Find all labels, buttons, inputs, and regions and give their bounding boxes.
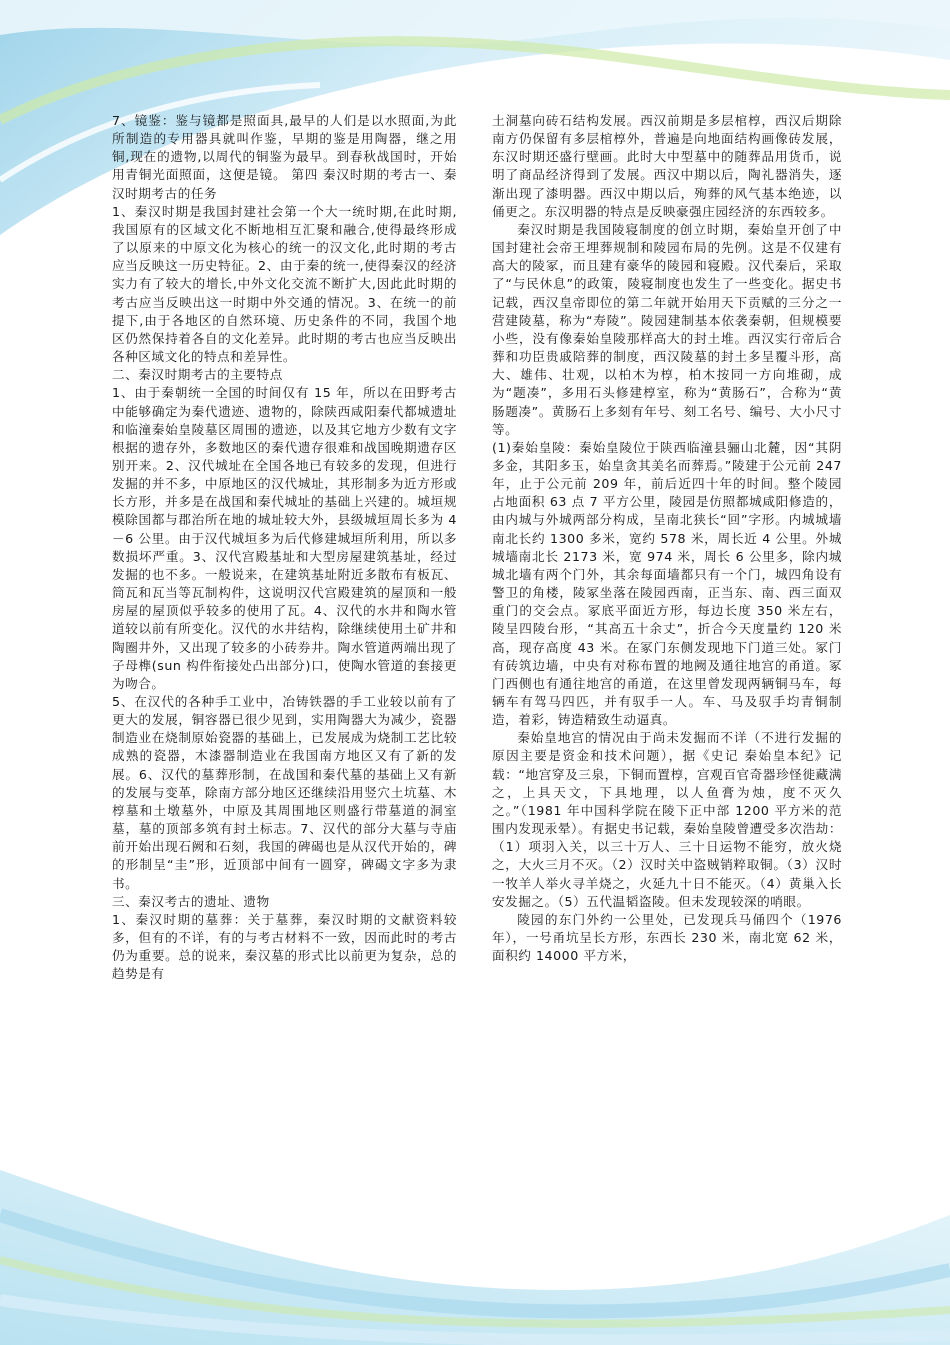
paragraph-mirror-section: 7、镜鉴：鉴与镜都是照面具,最早的人们是以水照面,为此所制造的专用器具就叫作鉴，早期的鉴是用陶器，继之用铜,现在的遗物,以周代的铜鉴为最早。到春秋战国时，开始用青铜光面照面，这便是镜。 第四 秦汉时期的考古一、秦汉时期考古的任务 bbox=[112, 113, 457, 201]
left-column bbox=[112, 112, 457, 984]
paragraph-features-2: 5、在汉代的各种手工业中，冶铸铁器的手工业较以前有了更大的发展，铜容器已很少见到，实用陶器大为减少，瓷器制造业在烧制原始瓷器的基础上，已发展成为烧制工艺比较成熟的瓷器，木漆器制造业在我国南方地区又有了新的发展。6、汉代的墓葬形制，在战国和秦代墓的基础上又有新的发展与变革，除南方部分地区还继续沿用竖穴土坑墓、木椁墓和土墩墓外，中原及其周围地区则盛行带墓道的洞室墓，墓的顶部多筑有封土标志。7、汉代的部分大墓与寺庙前开始出现石阙和石刻，我国的碑碣也是从汉代开始的，碑的形制呈“圭”形，近顶部中间有一圆穿，碑碣文字多为隶书。 bbox=[112, 694, 457, 891]
paragraph-underground-palace: 秦始皇地宫的情况由于尚未发掘而不详（不进行发掘的原因主要是资金和技术问题），据《史记 秦始皇本纪》记载：“地宫穿及三泉，下铜而置椁，宫观百官奇器珍怪徙藏满之，上具天文，下具地理，以人鱼膏为烛，度不灭久之。”（1981 年中国科学院在陵下正中部 1200 平方米的范围内发现汞晕）。有据史书记载，秦始皇陵曾遭受多次浩劫：（1）项羽入关，以三十万人、三十日运物不能穷，放火烧之，大火三月不灭。（2）汉时关中盗贼销粹取铜。（3）汉时一牧羊人举火寻羊烧之，火延九十日不能灭。（4）黄巢入长安发掘之。（5）五代温韬盗陵。但未发现较深的哨眼。 bbox=[492, 730, 842, 909]
paragraph-features-1: 1、由于秦朝统一全国的时间仅有 15 年，所以在田野考古中能够确定为秦代遗迹、遗物的，除陕西咸阳秦代都城遗址和临潼秦始皇陵墓区周围的遗迹，以及其它地方少数有文字根据的遗存外，多数地区的秦代遗存很难和战国晚期遗存区别开来。2、汉代城址在全国各地已有较多的发现，但进行发掘的并不多，中原地区的汉代城址，其形制多为近方形或长方形，并多是在战国和秦代城址的基础上兴建的。城垣规模除国都与郡治所在地的城址较大外，县级城垣周长多为 4－6 公里。由于汉代城垣多为后代修建城垣所利用，所以多数损坏严重。3、汉代宫殿基址和大型房屋建筑基址，经过发掘的也不多。一般说来，在建筑基址附近多散布有板瓦、筒瓦和瓦当等瓦制构件，这说明汉代宫殿建筑的屋顶和一般房屋的屋顶似乎较多的使用了瓦。4、汉代的水井和陶水管道较以前有所变化。汉代的水井结构，除继续使用土矿井和陶圈井外，又出现了较多的小砖券井。陶水管道两端出现了子母榫(sun 构件衔接处凸出部分)口，使陶水管道的套接更为吻合。 bbox=[112, 385, 457, 691]
heading-sites-relics: 三、秦汉考古的遗址、遗物 bbox=[112, 893, 270, 909]
heading-main-features: 二、秦汉时期考古的主要特点 bbox=[112, 367, 283, 383]
paragraph-mausoleum-system: 秦汉时期是我国陵寝制度的创立时期，秦始皇开创了中国封建社会帝王埋葬规制和陵园布局的先例。这是不仅建有高大的陵冢，而且建有豪华的陵园和寝殿。汉代秦后，采取了“与民休息”的政策，陵寝制度也发生了一些变化。据史书记载，西汉皇帝即位的第二年就开始用天下贡赋的三分之一营建陵墓，称为“寿陵”。陵园建制基本依袭秦朝，但规模要小些，没有像秦始皇陵那样高大的封土堆。西汉实行帝后合葬和功臣贵戚陪葬的制度，西汉陵墓的封土多呈覆斗形，高大、雄伟、壮观，以柏木为椁，柏木按同一方向堆砌，成为“题凑”，多用石头修建椁室，称为“黄肠石”，合称为“黄肠题凑”。黄肠石上多刻有年号、刻工名号、编号、大小尺寸等。 bbox=[492, 221, 842, 437]
right-column bbox=[492, 112, 842, 965]
paragraph-tombs-intro: 1、秦汉时期的墓葬：关于墓葬，秦汉时期的文献资料较多，但有的不详，有的与考古材料不一致，因而此时的考古仍为重要。总的说来，秦汉墓的形式比以前更为复杂，总的趋势是有 bbox=[112, 911, 457, 982]
paragraph-terracotta-pits: 陵园的东门外约一公里处，已发现兵马俑四个（1976 年），一号甬坑呈长方形，东西长 230 米，南北宽 62 米，面积约 14000 平方米， bbox=[492, 911, 842, 964]
paragraph-tasks: 1、秦汉时期是我国封建社会第一个大一统时期,在此时期,我国原有的区域文化不断地相互汇聚和融合,使得最终形成了以原来的中原文化为核心的统一的汉文化,此时期的考古应当反映这一历史特征。2、由于秦的统一,使得秦汉的经济实力有了较大的增长,中外文化交流不断扩大,因此此时期的考古应当反映出这一时期中外交通的情况。3、在统一的前提下,由于各地区的自然环境、历史条件的不同，我国个地区仍然保持着各自的文化差异。此时期的考古也应当反映出各种区域文化的特点和差异性。 bbox=[112, 203, 457, 365]
paragraph-qin-shihuang-mausoleum: (1)秦始皇陵：秦始皇陵位于陕西临潼县骊山北麓，因“其阴多金，其阳多玉，始皇贪其美名而葬焉。”陵建于公元前 247 年，止于公元前 209 年，前后近四十年的时间。整个陵园占地面积 63 点 7 平方公里，陵园是仿照都城咸阳修造的，由内城与外城两部分构成，呈南北狭长“回”字形。内城城墙南北长约 1300 多米，宽约 578 米，周长近 4 公里。外城城墙南北长 2173 米，宽 974 米，周长 6 公里多，除内城城北墙有两个门外，其余每面墙都只有一个门，城四角设有警卫的角楼，陵冢坐落在陵园西南，正当东、南、西三面双重门的交会点。冢底平面近方形，每边长度 350 米左右，陵呈四陵台形，“其高五十余丈”，折合今天度量约 120 米高，现存高度 43 米。在冢门东侧发现地下门道三处。冢门有砖筑边墙，中央有对称布置的地阙及通往地宫的甬道。冢门西侧也有通往地宫的甬道，在这里曾发现两辆铜马车，每辆车有驾马四匹，并有驭手一人。车、马及驭手均青铜制造，着彩，铸造精致生动逼真。 bbox=[492, 439, 842, 728]
paragraph-tomb-structure: 土洞墓向砖石结构发展。西汉前期是多层棺椁，西汉后期除南方仍保留有多层棺椁外，普遍是向地面结构画像砖发展，东汉时期还盛行壁画。此时大中型墓中的随葬品用货币，说明了商品经济得到了发展。西汉中期以后，陶礼器消失，逐渐出现了漆明器。西汉中期以后，殉葬的风气基本绝迹，以俑更之。东汉明器的特点是反映豪强庄园经济的东西较多。 bbox=[492, 113, 842, 219]
